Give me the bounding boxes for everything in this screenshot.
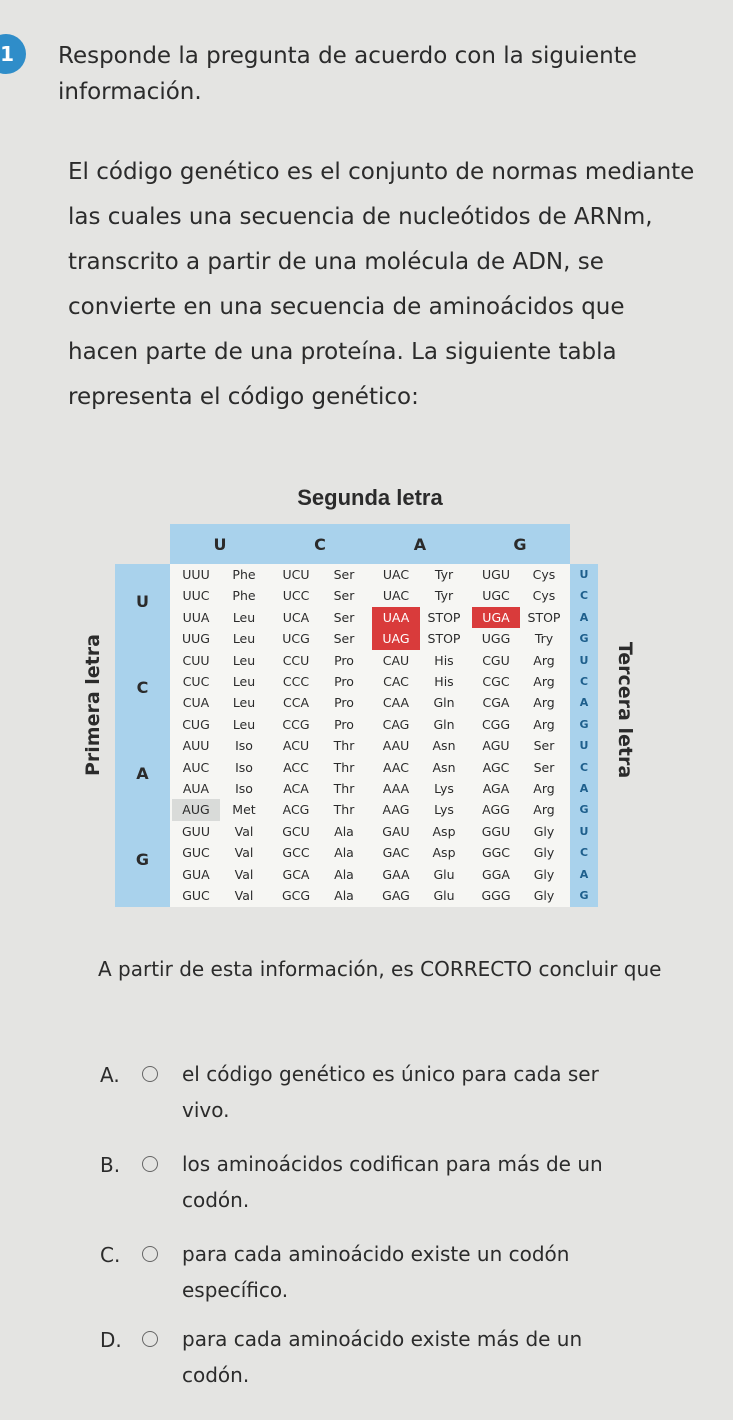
first-letter-column xyxy=(115,564,170,907)
second-letter-g: G xyxy=(513,534,527,554)
table-title: Segunda letra xyxy=(297,485,443,510)
amino-acid-cell: Phe xyxy=(232,567,256,582)
codon-cell: AUC xyxy=(182,759,210,775)
third-letter-cell: U xyxy=(579,739,589,753)
codon-cell: AUA xyxy=(182,781,210,796)
amino-acid-cell: Phe xyxy=(232,588,256,604)
amino-acid-cell: Ala xyxy=(334,866,354,882)
codon-cell: CGC xyxy=(482,674,510,689)
amino-acid-cell: Glu xyxy=(433,866,455,882)
option-text: los aminoácidos codifican para más de un codón. xyxy=(182,1152,603,1212)
codon-row xyxy=(170,714,570,735)
codon-cell: CAU xyxy=(382,652,410,668)
third-letter-axis-label: Tercera letra xyxy=(614,641,636,779)
amino-acid-cell: Iso xyxy=(235,781,253,796)
codon-cell: CCA xyxy=(282,695,309,711)
codon-cell: ACG xyxy=(282,802,310,818)
amino-acid-cell: His xyxy=(434,674,454,689)
amino-acid-cell: Tyr xyxy=(434,567,454,582)
codon-cell: CUA xyxy=(182,695,210,711)
amino-acid-cell: Leu xyxy=(232,695,256,711)
amino-acid-cell: Lys xyxy=(434,781,454,796)
codon-cell: CUU xyxy=(182,652,210,668)
codon-cell: UGU xyxy=(482,567,510,582)
amino-acid-cell: Thr xyxy=(333,759,355,775)
codon-cell: AUU xyxy=(182,738,210,754)
amino-acid-cell: Iso xyxy=(235,738,253,754)
second-letter-c: C xyxy=(314,534,326,554)
amino-acid-cell: Gly xyxy=(533,866,555,882)
amino-acid-cell: Ser xyxy=(533,759,555,775)
codon-cell: CGU xyxy=(482,652,510,668)
codon-cell: AGC xyxy=(482,759,510,775)
codon-cell: CGG xyxy=(481,716,511,732)
codon-cell: CCU xyxy=(282,652,310,668)
amino-acid-cell: Cys xyxy=(532,588,556,604)
codon-row xyxy=(170,607,570,628)
radio-button[interactable] xyxy=(142,1246,158,1262)
codon-row xyxy=(170,778,570,799)
codon-cell: UUC xyxy=(182,588,210,604)
amino-acid-cell: Arg xyxy=(533,802,555,818)
radio-button[interactable] xyxy=(142,1331,158,1347)
third-letter-cell: C xyxy=(579,760,589,774)
codon-cell: CUG xyxy=(182,716,210,732)
codon-cell: UCG xyxy=(282,631,310,647)
third-letter-cell: C xyxy=(579,846,589,860)
amino-acid-cell: Ala xyxy=(334,845,354,861)
amino-acid-cell: His xyxy=(434,652,454,668)
amino-acid-cell: Leu xyxy=(232,674,256,689)
third-letter-cell: A xyxy=(579,610,589,624)
question-intro: Responde la pregunta de acuerdo con la siguiente información. xyxy=(58,43,637,105)
codon-cell: AGU xyxy=(482,738,510,754)
codon-cell: AAU xyxy=(382,738,410,754)
amino-acid-cell: Tyr xyxy=(434,588,454,604)
second-letter-a: A xyxy=(413,534,427,554)
amino-acid-cell: Thr xyxy=(333,738,355,754)
codon-row xyxy=(170,842,570,863)
codon-grid xyxy=(170,564,570,907)
option-letter: A. xyxy=(100,1063,120,1087)
amino-acid-cell: Arg xyxy=(533,695,555,711)
amino-acid-cell: Ser xyxy=(533,738,555,754)
amino-acid-cell: Asn xyxy=(432,738,456,754)
codon-row xyxy=(170,885,570,906)
codon-cell: GGA xyxy=(482,866,510,882)
question-prompt: A partir de esta información, es CORRECTO concluir que xyxy=(98,957,662,981)
codon-cell: GGG xyxy=(481,888,511,903)
amino-acid-cell: Val xyxy=(234,866,254,882)
codon-cell: UGC xyxy=(482,588,510,604)
amino-acid-cell: Gly xyxy=(533,888,555,903)
amino-acid-cell: Gln xyxy=(433,695,455,711)
amino-acid-cell: Arg xyxy=(533,716,555,732)
amino-acid-cell: Gly xyxy=(533,823,555,839)
amino-acid-cell: Lys xyxy=(434,802,454,818)
codon-row xyxy=(170,564,570,585)
amino-acid-cell: Thr xyxy=(333,781,355,796)
option-text: el código genético es único para cada ser vivo. xyxy=(182,1062,599,1122)
codon-cell: GAA xyxy=(382,866,410,882)
second-letter-u: U xyxy=(213,534,227,554)
option-text: para cada aminoácido existe más de un codón. xyxy=(182,1327,583,1387)
codon-cell: AAG xyxy=(382,802,410,818)
codon-cell: UAA xyxy=(372,607,420,628)
codon-cell: GUU xyxy=(182,823,210,839)
third-letter-cell: G xyxy=(579,717,589,731)
codon-cell: GAC xyxy=(382,845,410,861)
first-letter-g: G xyxy=(135,850,150,869)
third-letter-cell: A xyxy=(579,696,589,710)
amino-acid-cell: Leu xyxy=(232,609,256,625)
third-letter-cell: U xyxy=(579,568,589,581)
option-letter: C. xyxy=(100,1243,121,1267)
amino-acid-cell: Leu xyxy=(232,716,256,732)
amino-acid-cell: Asp xyxy=(432,845,456,861)
codon-cell: GUC xyxy=(182,845,210,861)
amino-acid-cell: Val xyxy=(234,888,254,903)
codon-cell: CCC xyxy=(282,674,310,689)
third-letter-cell: G xyxy=(579,889,589,902)
amino-acid-cell: Ser xyxy=(333,631,355,647)
radio-button[interactable] xyxy=(142,1066,158,1082)
codon-row xyxy=(170,821,570,842)
codon-cell: UCA xyxy=(282,609,310,625)
amino-acid-cell: Glu xyxy=(433,888,455,903)
codon-row xyxy=(170,671,570,692)
codon-cell: CAG xyxy=(382,716,410,732)
codon-cell: CGA xyxy=(482,695,510,711)
first-letter-axis-label: Primera letra xyxy=(82,634,104,776)
third-letter-column xyxy=(570,564,598,907)
first-letter-u: U xyxy=(136,592,149,611)
codon-cell: ACA xyxy=(283,781,309,796)
amino-acid-cell: Ser xyxy=(333,609,355,625)
codon-cell: UUG xyxy=(182,631,210,647)
amino-acid-cell: Ser xyxy=(333,588,355,604)
codon-cell: GCA xyxy=(282,866,310,882)
amino-acid-cell: Leu xyxy=(232,652,256,668)
amino-acid-cell: Asn xyxy=(432,759,456,775)
codon-cell: UAC xyxy=(382,567,410,582)
third-letter-cell: U xyxy=(579,653,589,667)
amino-acid-cell: Ser xyxy=(333,567,355,582)
amino-acid-cell: Pro xyxy=(334,652,354,668)
option-letter: D. xyxy=(100,1328,122,1352)
amino-acid-cell: Met xyxy=(232,802,256,818)
third-letter-cell: C xyxy=(579,589,589,603)
amino-acid-cell: Val xyxy=(234,845,254,861)
question-paragraph: El código genético es el conjunto de normas mediante las cuales una secuencia de nucleótidos de ARNm, transcrito a partir de una molécula de ADN, se convierte en una secuencia de aminoácidos que hacen parte de una proteína. La siguiente tabla representa el código genético: xyxy=(68,159,695,410)
amino-acid-cell: Iso xyxy=(235,759,253,775)
codon-cell: AAA xyxy=(382,781,410,796)
option-text: para cada aminoácido existe un codón específico. xyxy=(182,1242,570,1302)
amino-acid-cell: Val xyxy=(234,823,254,839)
amino-acid-cell: Arg xyxy=(533,652,555,668)
amino-acid-cell: STOP xyxy=(427,609,461,625)
codon-cell: ACU xyxy=(282,738,310,754)
amino-acid-cell: Gln xyxy=(433,716,455,732)
codon-row xyxy=(170,735,570,756)
codon-cell: UCC xyxy=(282,588,310,604)
amino-acid-cell: Asp xyxy=(432,823,456,839)
question-number-badge: 1 xyxy=(0,34,26,74)
codon-row xyxy=(170,692,570,713)
codon-cell: AAC xyxy=(383,759,409,775)
third-letter-cell: A xyxy=(579,782,589,795)
codon-cell: AGA xyxy=(482,781,510,796)
codon-cell: CCG xyxy=(282,716,310,732)
third-letter-cell: G xyxy=(579,632,589,646)
codon-row xyxy=(170,864,570,885)
codon-row xyxy=(170,628,570,649)
amino-acid-cell: Arg xyxy=(533,674,555,689)
amino-acid-cell: Pro xyxy=(334,674,354,689)
amino-acid-cell: Leu xyxy=(232,631,256,647)
amino-acid-cell: Ala xyxy=(334,888,354,903)
third-letter-cell: U xyxy=(579,824,589,838)
amino-acid-cell: STOP xyxy=(527,609,561,625)
codon-cell: AGG xyxy=(482,802,510,818)
codon-cell: UAG xyxy=(372,628,420,649)
codon-cell: AUG xyxy=(172,799,220,820)
amino-acid-cell: Try xyxy=(534,631,554,647)
codon-cell: UGA xyxy=(472,607,520,628)
amino-acid-cell: STOP xyxy=(427,631,461,647)
genetic-code-table xyxy=(115,524,612,907)
first-letter-c: C xyxy=(136,678,149,697)
codon-cell: GUC xyxy=(182,888,210,903)
codon-cell: UUU xyxy=(182,567,210,582)
amino-acid-cell: Pro xyxy=(334,716,354,732)
amino-acid-cell: Cys xyxy=(532,567,556,582)
codon-cell: CAC xyxy=(383,674,409,689)
codon-row xyxy=(170,585,570,606)
codon-cell: UGG xyxy=(481,631,511,647)
third-letter-cell: G xyxy=(579,803,589,817)
codon-cell: GGC xyxy=(481,845,511,861)
codon-row xyxy=(170,757,570,778)
amino-acid-cell: Thr xyxy=(333,802,355,818)
first-letter-a: A xyxy=(136,764,149,783)
codon-cell: UUA xyxy=(182,609,210,625)
codon-row xyxy=(170,799,570,820)
third-letter-cell: A xyxy=(579,867,589,881)
codon-cell: GUA xyxy=(182,866,210,882)
codon-cell: GCC xyxy=(282,845,310,861)
codon-cell: GAU xyxy=(382,823,410,839)
amino-acid-cell: Ala xyxy=(334,823,354,839)
third-letter-cell: C xyxy=(579,675,589,688)
codon-cell: GGU xyxy=(481,823,511,839)
codon-cell: GCU xyxy=(282,823,310,839)
codon-cell: GCG xyxy=(281,888,311,903)
codon-cell: CUC xyxy=(182,674,210,689)
codon-cell: GAG xyxy=(382,888,410,903)
amino-acid-cell: Gly xyxy=(533,845,555,861)
option-letter: B. xyxy=(100,1153,121,1177)
codon-row xyxy=(170,650,570,671)
codon-cell: CAA xyxy=(382,695,410,711)
radio-button[interactable] xyxy=(142,1156,158,1172)
codon-cell: UAC xyxy=(382,588,410,604)
second-letter-header xyxy=(170,524,570,564)
amino-acid-cell: Pro xyxy=(334,695,354,711)
amino-acid-cell: Arg xyxy=(533,781,555,796)
codon-cell: ACC xyxy=(283,759,309,775)
codon-cell: UCU xyxy=(282,567,310,582)
